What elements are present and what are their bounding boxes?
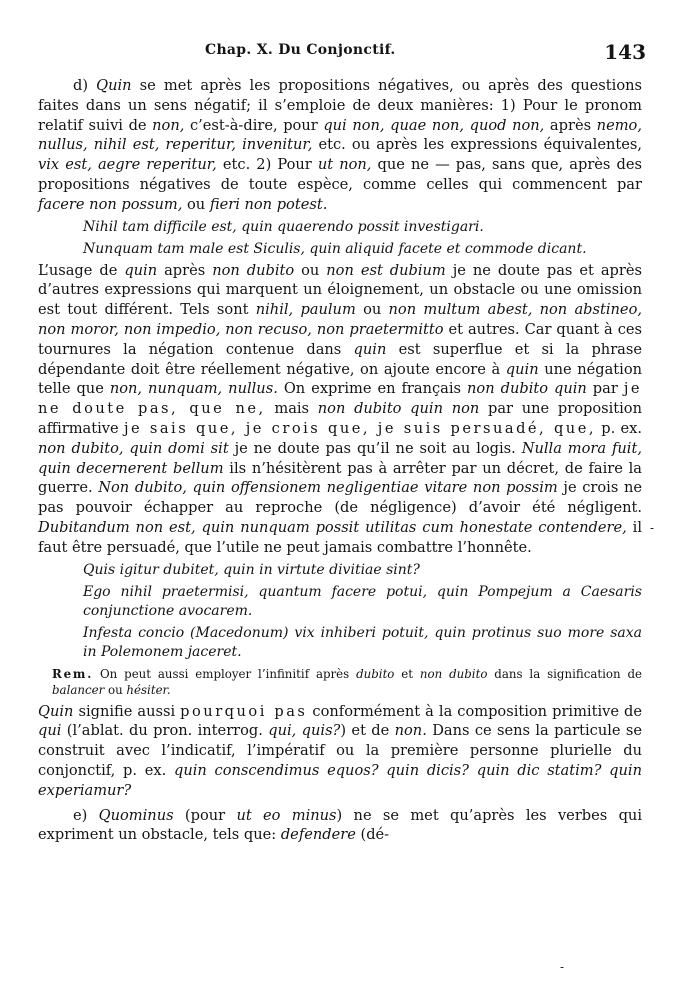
para-quin2-run: qui, quis?: [268, 722, 341, 740]
para-usage-run: non multum abest, non abstineo, non moror, non impedio, non recuso, non praetermitto: [38, 301, 642, 338]
rem-run: dans la signification de: [487, 666, 642, 681]
para-d-run: vix est, aegre reperitur,: [38, 156, 217, 174]
example-sentence: Infesta concio (Macedonum) vix inhiberi potuit, quin protinus suo more saxa in Polemonem jaceret.: [83, 624, 642, 660]
para-d-run: ut non,: [317, 156, 372, 174]
para-quin2-run: non.: [394, 722, 427, 740]
para-e-run: ) ne se met qu’après les verbes qui expriment un obstacle, tels que:: [38, 806, 642, 844]
para-d-run: etc. 2) Pour: [216, 156, 318, 174]
para-usage-run: non dubito, quin domi sit: [38, 439, 229, 457]
running-header: [50, 40, 646, 66]
para-d-run: nemo, nullus, nihil est, reperitur, invenitur,: [38, 116, 642, 154]
para-usage-run: L’usage de: [38, 261, 125, 279]
para-usage-run: par une proposition affirmative: [38, 400, 642, 437]
para-usage-run: quin: [505, 360, 539, 378]
para-quin2-run: (l’ablat. du pron. interrog.: [61, 722, 269, 740]
para-usage-run: ils n’hésitèrent pas à arrêter par un décret, de faire la guerre.: [38, 459, 642, 497]
para-e-run: (dé-: [355, 826, 390, 844]
chapter-title: Chap. X. Du Conjonctif.: [205, 42, 396, 58]
para-usage-run: p. ex.: [595, 419, 642, 437]
para-quin2-run: signifie aussi: [73, 702, 181, 720]
para-quin2-run: Dans ce sens la particule se construit avec l’indicatif, l’impératif ou la première personne plurielle du conjonctif, p. ex.: [38, 722, 642, 779]
para-d-run: après: [544, 116, 597, 134]
para-usage-run: il faut être persuadé, que l’utile ne peut jamais combattre l’honnête.: [38, 518, 642, 556]
example-sentence: Quis igitur dubitet, quin in virtute divitiae sint?: [83, 561, 420, 578]
margin-dash-mark: ‐: [560, 960, 565, 974]
para-usage-run: je ne doute pas, que ne,: [38, 380, 642, 418]
rem-run: et: [394, 666, 420, 681]
rem-run: dubito: [356, 666, 395, 681]
para-quin2-run: conformément à la composition primitive de: [307, 702, 642, 720]
para-d-run: que ne — pas, sans que, après des propositions négatives de toute espèce, comme celles qui commencent par: [38, 156, 642, 193]
example-sentence: Ego nihil praetermisi, quantum facere potui, quin Pompejum a Caesaris conjunctione avocarem.: [83, 583, 642, 619]
para-d-run: c’est-à-dire, pour: [184, 116, 324, 134]
para-d-run: non,: [152, 116, 185, 134]
rem-run: balancer: [52, 682, 105, 697]
rem-run: Rem.: [52, 666, 94, 681]
para-e-run: ut eo minus: [236, 806, 337, 824]
para-d-run: d): [73, 77, 97, 94]
para-quin2-run: qui: [38, 722, 62, 740]
paragraph-quin-pourquoi: [38, 702, 642, 801]
margin-dash-mark: ‐: [650, 521, 655, 535]
paragraph-quin-definition: [38, 76, 642, 215]
para-usage-run: mais: [265, 400, 318, 418]
para-d-run: qui non, quae non, quod non,: [323, 116, 545, 134]
para-usage-run: je crois ne pas pouvoir échapper au reproche (de négligence) d’avoir été négligent.: [38, 479, 642, 517]
para-d-run: etc. ou après les expressions équivalentes,: [312, 136, 642, 154]
para-quin2-run: Quin: [38, 702, 74, 720]
para-usage-run: non est dubium: [326, 261, 446, 279]
examples-block-2: [38, 561, 642, 662]
page-body: [38, 76, 642, 845]
examples-block-1: [38, 218, 642, 259]
para-usage-run: non dubito quin non: [317, 400, 480, 418]
para-quin2-run: ) et de: [340, 722, 395, 740]
para-usage-run: quin: [124, 261, 158, 279]
para-usage-run: Nulla mora fuit, quin decernerent bellum: [38, 439, 642, 477]
paragraph-quin-usage: [38, 261, 642, 558]
para-usage-run: après: [157, 261, 213, 279]
para-usage-run: On exprime en français: [277, 380, 468, 398]
rem-run: On peut aussi employer l’infinitif après: [93, 666, 357, 681]
para-e-run: Quominus: [98, 806, 174, 824]
para-d-run: fieri non potest.: [209, 195, 328, 213]
para-e-run: defendere: [280, 826, 356, 844]
para-usage-run: non, nunquam, nullus.: [109, 380, 278, 398]
para-e-run: e): [73, 806, 99, 824]
para-usage-run: ou: [294, 261, 327, 279]
para-usage-run: je sais que, je crois que, je suis persuadé, que,: [123, 419, 596, 437]
para-usage-run: est superflue et si la phrase dépendante doit être réellement négative, on ajoute encore à: [38, 340, 642, 378]
para-quin2-run: pourquoi pas: [180, 702, 308, 720]
para-e-run: (pour: [173, 806, 237, 824]
para-d-run: Quin: [96, 77, 132, 94]
page-number: 143: [604, 40, 646, 64]
para-d-run: ou: [182, 195, 210, 213]
para-usage-run: Non dubito, quin offensionem negligentiae vitare non possim: [98, 479, 558, 497]
para-usage-run: non dubito quin: [467, 380, 587, 398]
para-usage-run: Dubitandum non est, quin nunquam possit utilitas cum honestate contendere,: [38, 518, 627, 536]
para-usage-run: par: [586, 380, 624, 398]
para-usage-run: quin: [353, 340, 387, 358]
example-sentence: Nunquam tam male est Siculis, quin aliquid facete et commode dicant.: [83, 240, 587, 257]
rem-run: non dubito: [419, 666, 488, 681]
para-usage-run: je ne doute pas et après d’autres expressions qui marquent un éloignement, un obstacle ou une omission est tout différent. Tels sont: [38, 261, 642, 319]
para-quin2-run: quin conscendimus equos? quin dicis? quin dic statim? quin experiamur?: [38, 761, 642, 799]
para-usage-run: une négation telle que: [38, 360, 642, 398]
paragraph-quominus: [38, 806, 642, 846]
para-d-run: se met après les propositions négatives, ou après des questions faites dans un sens négatif; il s’emploie de deux manières: 1) Pour le pronom relatif suivi de: [38, 77, 642, 134]
para-d-run: facere non possum,: [38, 195, 183, 213]
rem-run: ou: [104, 682, 127, 697]
para-usage-run: non dubito: [212, 261, 295, 279]
para-usage-run: ou: [355, 301, 389, 319]
remark-note: [38, 666, 642, 698]
rem-run: hésiter.: [126, 682, 171, 697]
example-sentence: Nihil tam difficile est, quin quaerendo possit investigari.: [83, 218, 484, 235]
para-usage-run: je ne doute pas qu’il ne soit au logis.: [228, 439, 522, 457]
para-usage-run: nihil, paulum: [255, 301, 356, 319]
para-usage-run: et autres. Car quant à ces tournures la négation contenue dans: [38, 320, 642, 358]
